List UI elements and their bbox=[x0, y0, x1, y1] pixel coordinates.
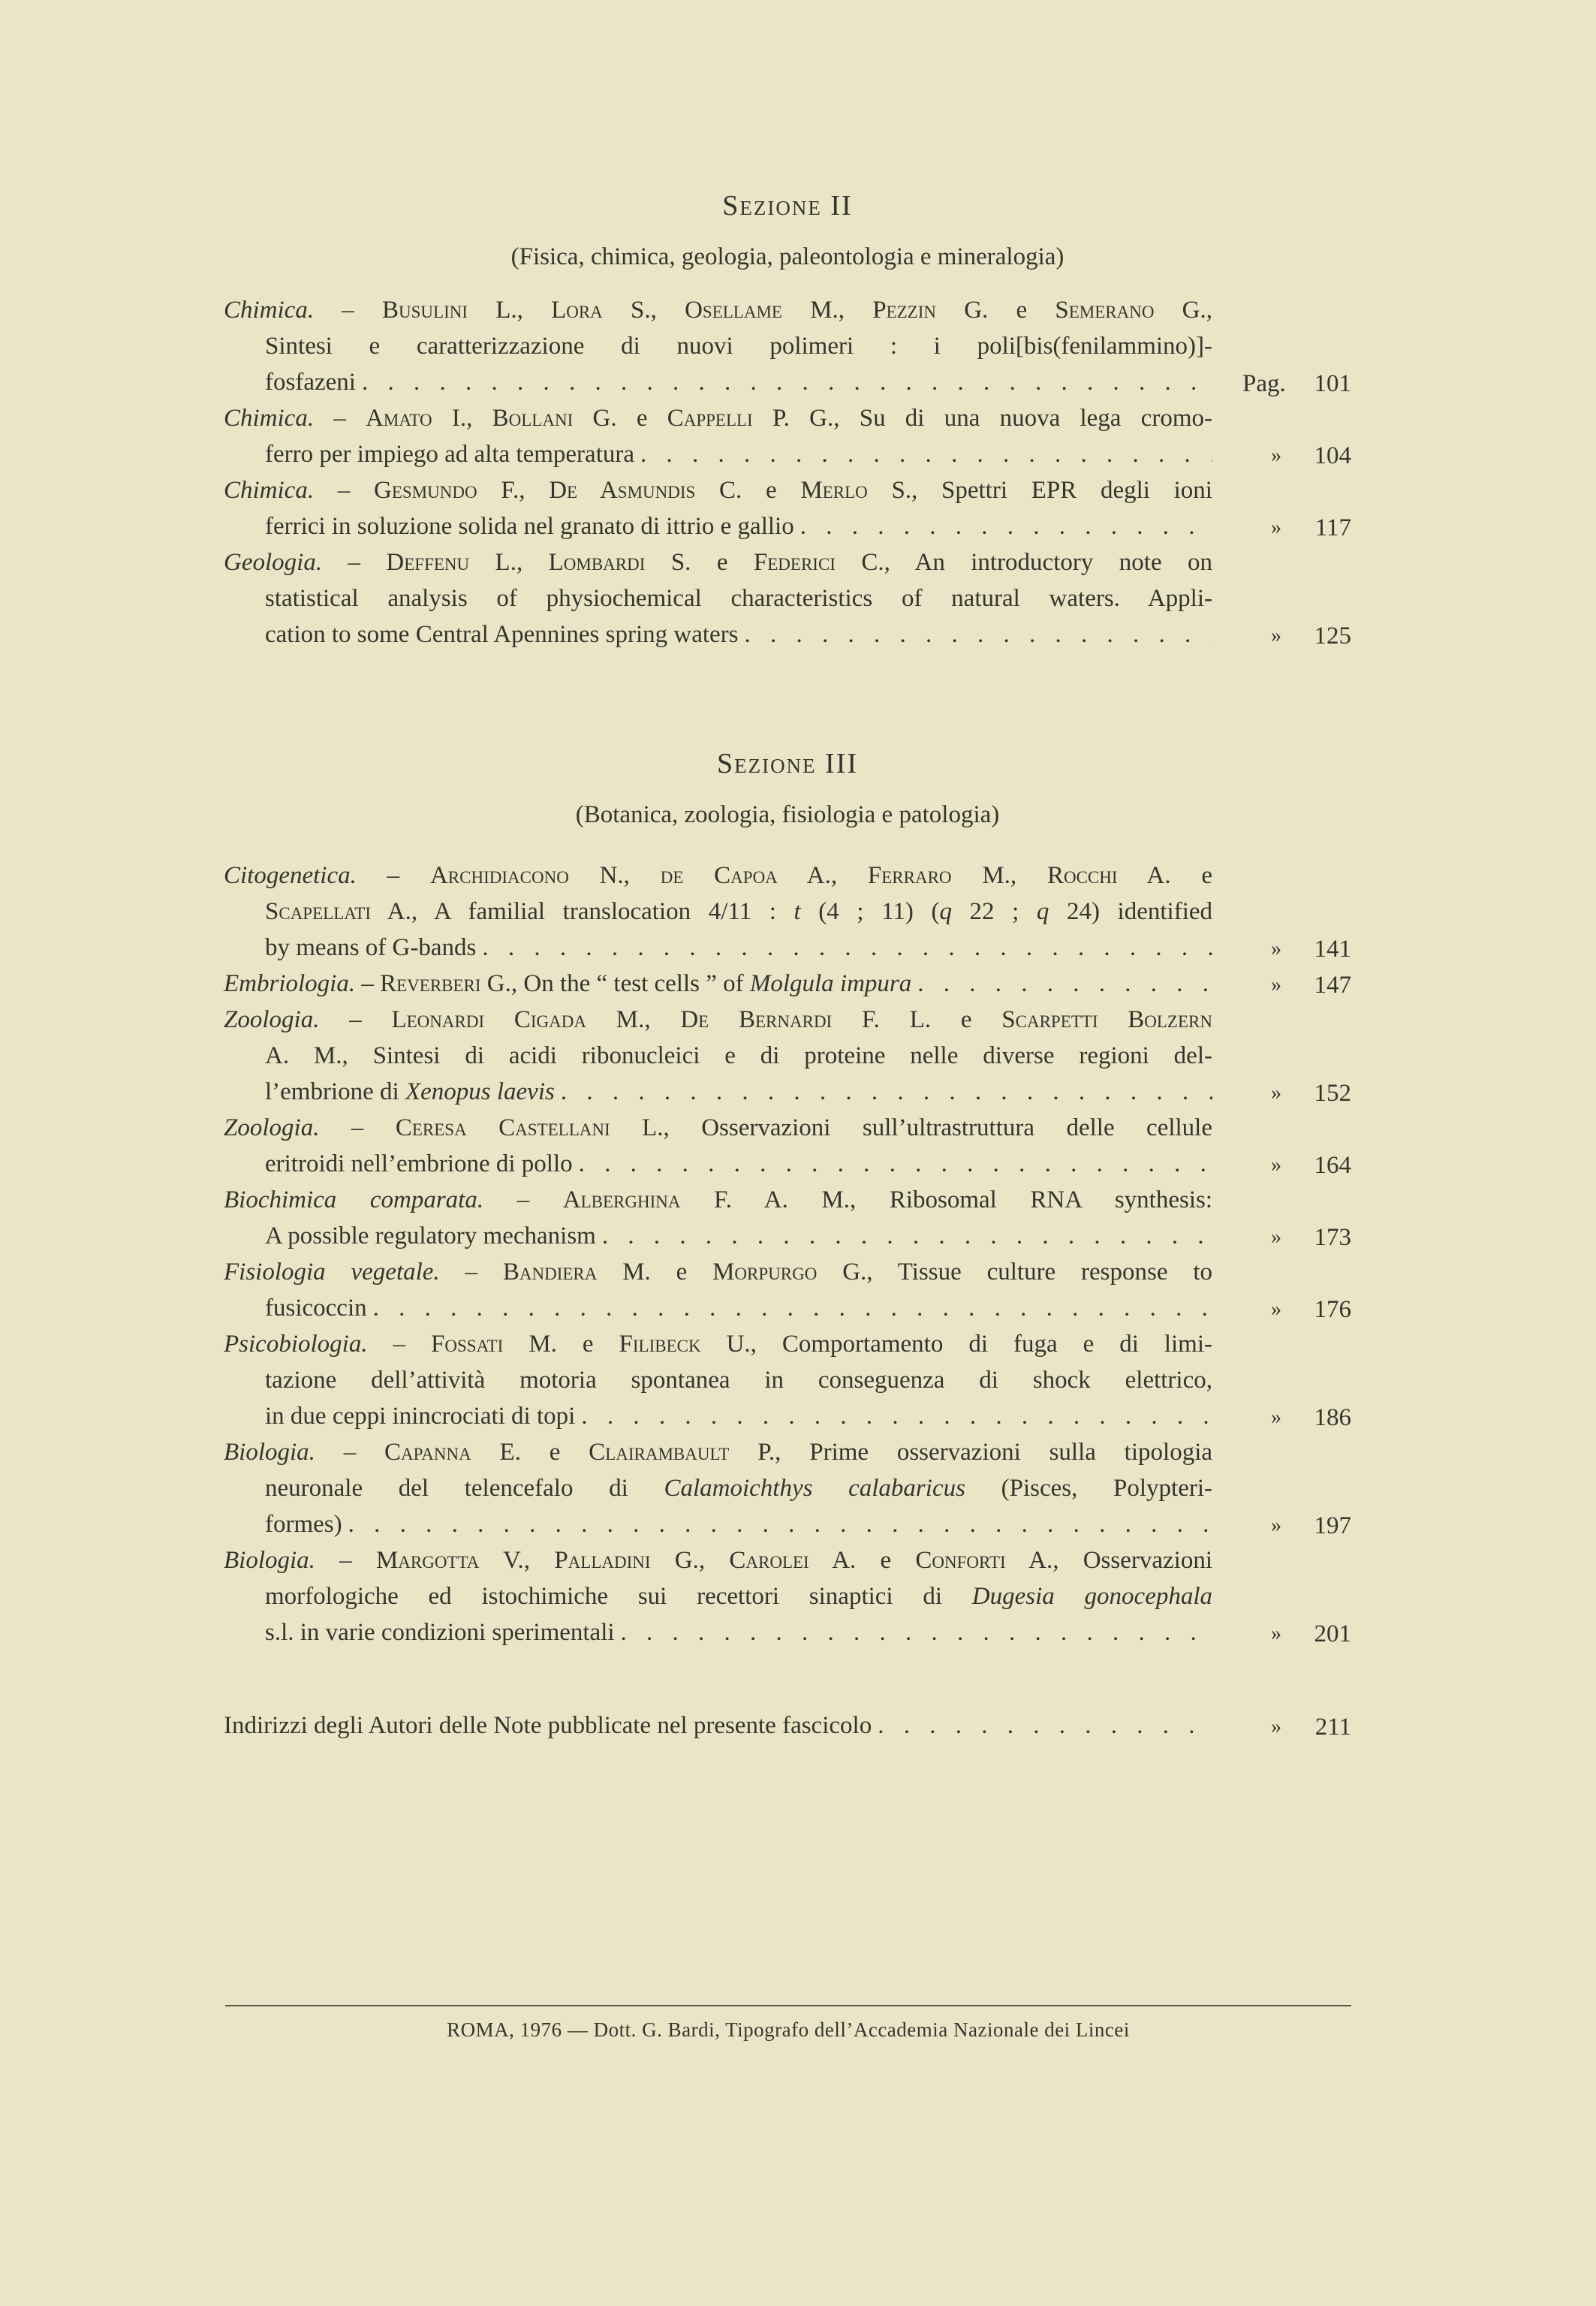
author-name: Busulini bbox=[382, 297, 468, 324]
text: A., A familial translocation 4/11 : bbox=[371, 898, 794, 925]
entry-line bbox=[265, 1578, 1212, 1614]
dot-leader bbox=[561, 1074, 1212, 1110]
entry-line bbox=[265, 616, 1212, 653]
text: I., bbox=[432, 405, 492, 432]
page-ref bbox=[1212, 930, 1351, 966]
italic-text: Biochimica comparata. bbox=[224, 1186, 484, 1213]
text: A possible regulatory mechanism bbox=[265, 1222, 596, 1249]
italic-text: t bbox=[793, 898, 801, 925]
entry-line bbox=[224, 292, 1212, 328]
text: F. A. M., Ribosomal RNA synthesis: bbox=[680, 1186, 1212, 1213]
dot-leader bbox=[602, 1218, 1212, 1254]
italic-text: Molgula impura bbox=[749, 970, 912, 997]
page-number: 211 bbox=[1314, 1714, 1351, 1741]
author-name: Ferraro bbox=[867, 862, 952, 889]
page-ref bbox=[1212, 966, 1351, 1002]
text: – bbox=[439, 1259, 503, 1286]
text: A. e bbox=[809, 1547, 916, 1574]
toc-entry bbox=[224, 1254, 1351, 1326]
section-subtitle: (Fisica, chimica, geologia, paleontologia e mineralogia) bbox=[510, 243, 1065, 270]
author-name: Capanna bbox=[384, 1439, 471, 1466]
author-name: Fossati bbox=[431, 1331, 504, 1358]
dot-leader bbox=[581, 1398, 1212, 1434]
entry-list bbox=[224, 858, 1351, 1650]
page-number: 176 bbox=[1314, 1296, 1351, 1323]
page-prefix: » bbox=[1271, 973, 1281, 996]
page-prefix: » bbox=[1271, 624, 1281, 647]
text: S., Spettri EPR degli ioni bbox=[867, 477, 1212, 504]
entry-line bbox=[224, 1326, 1212, 1362]
addresses-label: Indirizzi degli Autori delle Note pubblicate nel presente fascicolo bbox=[224, 1712, 872, 1739]
italic-text: Zoologia. bbox=[224, 1006, 320, 1033]
text: ferro per impiego ad alta temperatura bbox=[265, 441, 635, 468]
page-ref bbox=[1212, 1074, 1351, 1110]
entry-line bbox=[265, 508, 1212, 544]
author-name: De Bernardi bbox=[680, 1006, 833, 1033]
entry-line bbox=[265, 894, 1212, 930]
author-name: Ceresa Castellani bbox=[395, 1114, 610, 1141]
dot-leader bbox=[640, 436, 1212, 472]
text: E. e bbox=[471, 1439, 589, 1466]
author-name: Morpurgo bbox=[712, 1259, 818, 1286]
text: fosfazeni bbox=[265, 369, 356, 396]
page-number: 173 bbox=[1314, 1224, 1351, 1251]
text: formes) bbox=[265, 1511, 342, 1538]
line-text bbox=[265, 1614, 615, 1650]
entry-line bbox=[224, 1434, 1212, 1470]
author-name: de Capoa bbox=[660, 862, 778, 889]
text: ferrici in soluzione solida nel granato di ittrio e gallio bbox=[265, 513, 794, 540]
page-number: 141 bbox=[1314, 936, 1351, 963]
page-ref bbox=[1212, 436, 1351, 472]
text: N., bbox=[568, 862, 661, 889]
page-number: 101 bbox=[1314, 370, 1351, 397]
page-prefix: » bbox=[1271, 1153, 1281, 1177]
author-name: Gesmundo bbox=[374, 477, 477, 504]
dot-leader bbox=[373, 1290, 1212, 1326]
author-name: Archidiacono bbox=[429, 862, 569, 889]
line-text bbox=[265, 508, 794, 544]
entry-line bbox=[224, 1542, 1212, 1578]
entry-line bbox=[265, 1398, 1212, 1434]
text: neuronale del telencefalo di bbox=[265, 1475, 664, 1502]
section-ii bbox=[224, 189, 1351, 653]
page-number: 117 bbox=[1314, 514, 1351, 541]
dot-leader bbox=[362, 364, 1212, 400]
text: Sintesi e caratterizzazione di nuovi polimeri : i poli[bis(fenilammino)]- bbox=[265, 333, 1212, 360]
author-name: Lora bbox=[551, 297, 603, 324]
toc-entry bbox=[224, 1182, 1351, 1254]
italic-text: Chimica. bbox=[224, 477, 315, 504]
text: – bbox=[315, 1439, 384, 1466]
page-ref bbox=[1212, 1146, 1351, 1182]
text: – bbox=[319, 1114, 396, 1141]
page-prefix: » bbox=[1271, 1514, 1281, 1537]
author-name: Merlo bbox=[800, 477, 868, 504]
text: G., On the “ test cells ” of bbox=[480, 970, 750, 997]
page-number: 201 bbox=[1314, 1620, 1351, 1647]
page-number: 104 bbox=[1314, 442, 1351, 469]
text: – bbox=[355, 970, 381, 997]
italic-text: Dugesia gonocephala bbox=[971, 1583, 1212, 1610]
italic-text: Geologia. bbox=[224, 549, 323, 576]
text: S., bbox=[602, 297, 685, 324]
author-name: Rocchi bbox=[1046, 862, 1118, 889]
entry-line bbox=[265, 1470, 1212, 1506]
line-text bbox=[265, 930, 476, 966]
entry-line bbox=[265, 1614, 1212, 1650]
author-name: De Asmundis bbox=[549, 477, 696, 504]
line-text bbox=[224, 966, 911, 1002]
entry-line bbox=[224, 400, 1212, 436]
section-iii bbox=[224, 747, 1351, 1650]
line-text bbox=[265, 1074, 555, 1110]
author-name: Leonardi Cigada bbox=[391, 1006, 586, 1033]
author-name: Carolei bbox=[729, 1547, 809, 1574]
text: tazione dell’attività motoria spontanea in conseguenza di shock elettrico, bbox=[265, 1367, 1212, 1394]
page-prefix: » bbox=[1271, 516, 1281, 539]
line-text bbox=[265, 1218, 596, 1254]
entry-line bbox=[265, 364, 1212, 400]
author-name: Semerano bbox=[1055, 297, 1155, 324]
entry-line bbox=[224, 1182, 1212, 1218]
author-name: Filibeck bbox=[619, 1331, 701, 1358]
page-prefix: » bbox=[1271, 1081, 1281, 1105]
entry-line bbox=[265, 930, 1212, 966]
author-name: Cappelli bbox=[667, 405, 753, 432]
page-number: 125 bbox=[1314, 622, 1351, 650]
italic-text: q bbox=[939, 898, 952, 925]
text: A., Osservazioni bbox=[1005, 1547, 1212, 1574]
line-text bbox=[265, 1398, 575, 1434]
entry-list bbox=[224, 292, 1351, 653]
entry-line bbox=[265, 328, 1212, 364]
text: – bbox=[483, 1186, 563, 1213]
text: eritroidi nell’embrione di pollo bbox=[265, 1150, 573, 1177]
italic-text: Psicobiologia. bbox=[224, 1331, 368, 1358]
page-number: 147 bbox=[1314, 972, 1351, 999]
author-name: Amato bbox=[366, 405, 432, 432]
dot-leader bbox=[800, 508, 1212, 544]
page-ref bbox=[1212, 1290, 1351, 1326]
entry-line bbox=[265, 1038, 1212, 1074]
text: L., bbox=[469, 549, 549, 576]
author-name: Conforti bbox=[915, 1547, 1006, 1574]
dot-leader bbox=[878, 1708, 1212, 1744]
text: statistical analysis of physiochemical characteristics of natural waters. Appli- bbox=[265, 585, 1212, 612]
dot-leader bbox=[348, 1506, 1212, 1542]
toc-entry bbox=[224, 292, 1351, 400]
text: M. e bbox=[503, 1331, 619, 1358]
toc-entry bbox=[224, 1326, 1351, 1434]
line-text bbox=[265, 1506, 342, 1542]
divider bbox=[225, 2005, 1351, 2006]
italic-text: Zoologia. bbox=[224, 1114, 320, 1141]
toc-entry bbox=[224, 966, 1351, 1002]
author-name: Margotta bbox=[375, 1547, 480, 1574]
text: – bbox=[314, 405, 366, 432]
italic-text: Calamoichthys calabaricus bbox=[664, 1475, 965, 1502]
text: C. e bbox=[695, 477, 801, 504]
dot-leader bbox=[745, 616, 1212, 653]
text: F., bbox=[477, 477, 550, 504]
text: L., Osservazioni sull’ultrastruttura delle cellule bbox=[610, 1114, 1212, 1141]
italic-text: Citogenetica. bbox=[224, 862, 357, 889]
imprint-footer: ROMA, 1976 — Dott. G. Bardi, Tipografo dell’Accademia Nazionale dei Lincei bbox=[447, 2018, 1130, 2041]
entry-line bbox=[265, 1362, 1212, 1398]
line-text bbox=[265, 1290, 367, 1326]
page-ref bbox=[1212, 1506, 1351, 1542]
author-name: Scapellati bbox=[265, 898, 372, 925]
page-ref bbox=[1212, 1398, 1351, 1434]
text: – bbox=[314, 297, 382, 324]
italic-text: Chimica. bbox=[224, 405, 315, 432]
entry-line bbox=[265, 1218, 1212, 1254]
entry-line bbox=[265, 1290, 1212, 1326]
dot-leader bbox=[482, 930, 1212, 966]
author-name: Federici bbox=[753, 549, 836, 576]
author-name: Deffenu bbox=[386, 549, 470, 576]
page-prefix: » bbox=[1271, 444, 1281, 467]
toc-entry bbox=[224, 1110, 1351, 1182]
page-prefix: » bbox=[1271, 1298, 1281, 1321]
entry-line bbox=[224, 1254, 1212, 1290]
text: G., bbox=[1154, 297, 1212, 324]
entry-line bbox=[265, 580, 1212, 616]
text: (4 ; 11) ( bbox=[800, 898, 940, 925]
text: A., bbox=[777, 862, 868, 889]
text: L., bbox=[468, 297, 552, 324]
author-name: Pezzin bbox=[872, 297, 937, 324]
text: – bbox=[314, 477, 374, 504]
toc-entry bbox=[224, 400, 1351, 472]
toc-entry bbox=[224, 1434, 1351, 1542]
author-name: Reverberi bbox=[380, 970, 481, 997]
text: 22 ; bbox=[951, 898, 1037, 925]
addresses-entry bbox=[224, 1708, 1351, 1744]
text: F. L. e bbox=[832, 1006, 1002, 1033]
text: – bbox=[322, 549, 387, 576]
dot-leader bbox=[579, 1146, 1212, 1182]
text: M., bbox=[586, 1006, 681, 1033]
text: P. G., Su di una nuova lega cromo- bbox=[752, 405, 1212, 432]
text: M., bbox=[781, 297, 873, 324]
text: U., Comportamento di fuga e di limi- bbox=[700, 1331, 1212, 1358]
entry-line bbox=[224, 966, 1212, 1002]
text: M. e bbox=[597, 1259, 713, 1286]
toc-entry bbox=[224, 1542, 1351, 1650]
entry-line bbox=[224, 1002, 1212, 1038]
line-text bbox=[265, 1146, 573, 1182]
text: V., bbox=[479, 1547, 555, 1574]
entry-line bbox=[265, 1506, 1212, 1542]
text: s.l. in varie condizioni sperimentali bbox=[265, 1619, 615, 1646]
text: M., bbox=[951, 862, 1047, 889]
page-prefix: » bbox=[1271, 1225, 1281, 1249]
dot-leader bbox=[621, 1614, 1212, 1650]
page-number: 186 bbox=[1314, 1404, 1351, 1431]
entry-line bbox=[224, 1110, 1212, 1146]
text: G. e bbox=[936, 297, 1055, 324]
section-title: Sezione III bbox=[716, 748, 859, 779]
entry-line bbox=[224, 472, 1212, 508]
text: – bbox=[315, 1547, 376, 1574]
dot-leader bbox=[917, 966, 1212, 1002]
page-ref bbox=[1212, 508, 1351, 544]
toc-entry bbox=[224, 858, 1351, 966]
author-name: Bandiera bbox=[502, 1259, 598, 1286]
line-text bbox=[265, 364, 356, 400]
page-ref bbox=[1212, 616, 1351, 653]
page-prefix: » bbox=[1271, 1622, 1281, 1645]
text: 24) identified bbox=[1049, 898, 1212, 925]
author-name: Alberghina bbox=[562, 1186, 681, 1213]
text: – bbox=[319, 1006, 392, 1033]
text: S. e bbox=[645, 549, 754, 576]
page-prefix: Pag. bbox=[1242, 370, 1286, 397]
author-name: Bollani bbox=[492, 405, 574, 432]
italic-text: Fisiologia vegetale. bbox=[224, 1259, 440, 1286]
line-text bbox=[265, 436, 634, 472]
toc-entry bbox=[224, 544, 1351, 653]
section-subtitle: (Botanica, zoologia, fisiologia e patologia) bbox=[575, 801, 1000, 828]
italic-text: Xenopus laevis bbox=[405, 1078, 555, 1105]
italic-text: Biologia. bbox=[224, 1547, 315, 1574]
text: – bbox=[367, 1331, 432, 1358]
author-name: Clairambault bbox=[589, 1439, 730, 1466]
text: G., bbox=[650, 1547, 730, 1574]
italic-text: Biologia. bbox=[224, 1439, 315, 1466]
text: by means of G-bands bbox=[265, 934, 477, 961]
text: fusicoccin bbox=[265, 1295, 367, 1322]
toc-entry bbox=[224, 472, 1351, 544]
entry-line bbox=[265, 436, 1212, 472]
text: (Pisces, Polypteri- bbox=[965, 1475, 1212, 1502]
italic-text: Embriologia. bbox=[224, 970, 356, 997]
text: l’embrione di bbox=[265, 1078, 405, 1105]
entry-line bbox=[265, 1146, 1212, 1182]
text: P., Prime osservazioni sulla tipologia bbox=[729, 1439, 1212, 1466]
text: G. e bbox=[573, 405, 667, 432]
text: morfologiche ed istochimiche sui recettori sinaptici di bbox=[265, 1583, 972, 1610]
author-name: Lombardi bbox=[548, 549, 646, 576]
page-prefix: » bbox=[1271, 937, 1281, 960]
text: cation to some Central Apennines spring waters bbox=[265, 621, 739, 648]
italic-text: Chimica. bbox=[224, 297, 315, 324]
line-text bbox=[265, 616, 739, 653]
page-number: 197 bbox=[1314, 1512, 1351, 1539]
page-number: 164 bbox=[1314, 1152, 1351, 1179]
entry-line bbox=[224, 858, 1212, 894]
page-prefix: » bbox=[1271, 1715, 1281, 1738]
author-name: Palladini bbox=[554, 1547, 651, 1574]
section-title: Sezione II bbox=[722, 190, 853, 222]
text: A. e bbox=[1117, 862, 1212, 889]
page-ref bbox=[1212, 1708, 1351, 1744]
text: A. M., Sintesi di acidi ribonucleici e di proteine nelle diverse regioni del- bbox=[265, 1042, 1212, 1069]
text: – bbox=[356, 862, 430, 889]
page-number: 152 bbox=[1314, 1080, 1351, 1107]
toc-entry bbox=[224, 1002, 1351, 1110]
text: G., Tissue culture response to bbox=[817, 1259, 1212, 1286]
author-name: Osellame bbox=[685, 297, 782, 324]
page-ref bbox=[1212, 1614, 1351, 1650]
entry-line bbox=[224, 544, 1212, 580]
page-ref bbox=[1212, 364, 1351, 400]
text: C., An introductory note on bbox=[835, 549, 1212, 576]
author-name: Scarpetti Bolzern bbox=[1001, 1006, 1212, 1033]
italic-text: q bbox=[1036, 898, 1049, 925]
page-prefix: » bbox=[1271, 1406, 1281, 1429]
page-ref bbox=[1212, 1218, 1351, 1254]
text: in due ceppi inincrociati di topi bbox=[265, 1403, 576, 1430]
entry-line bbox=[265, 1074, 1212, 1110]
